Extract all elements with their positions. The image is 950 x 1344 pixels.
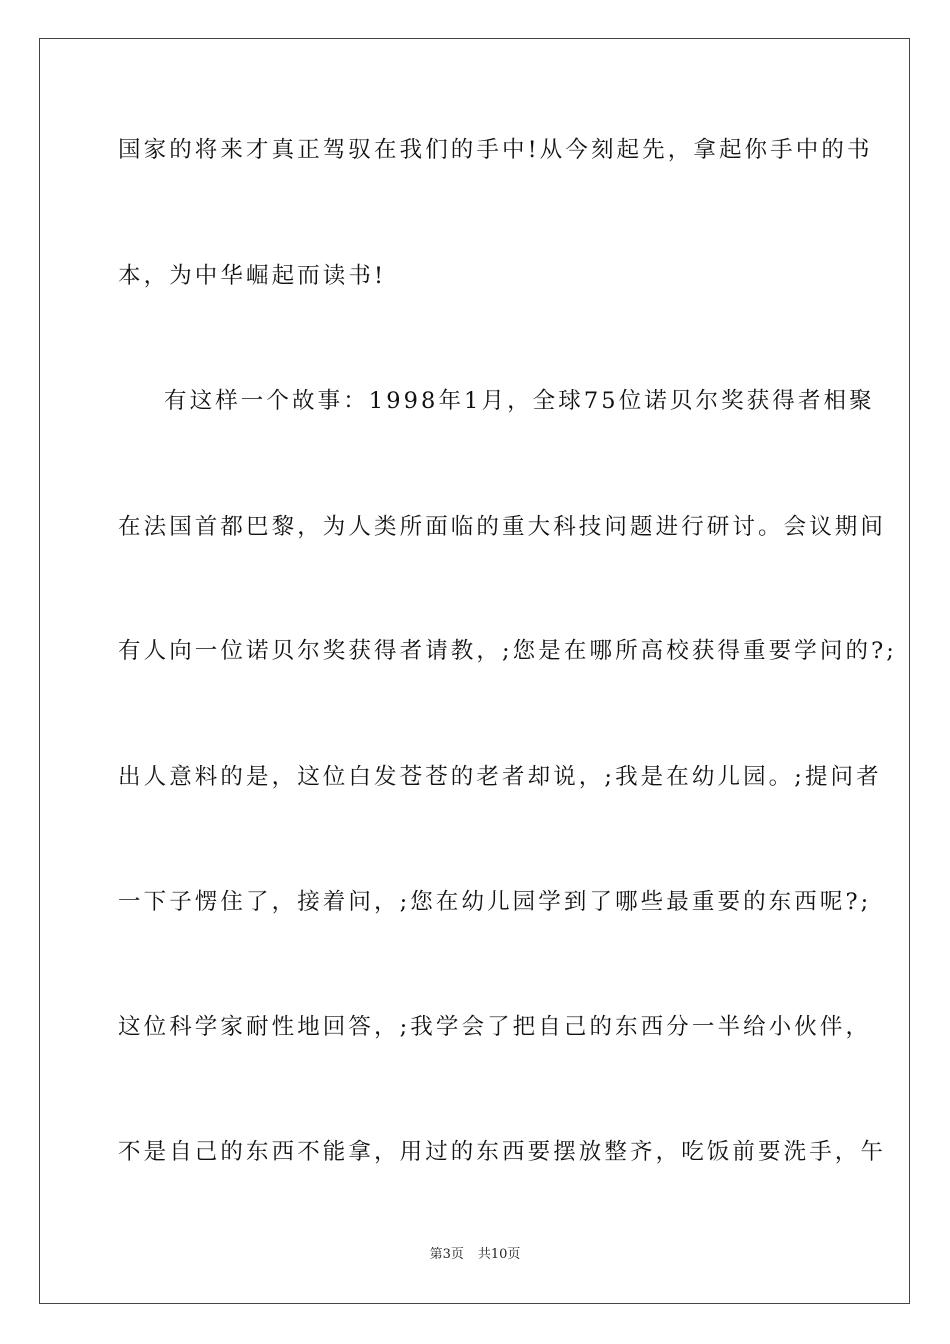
body-text-line: 有人向一位诺贝尔奖获得者请教，;您是在哪所高校获得重要学问的?; (118, 638, 897, 664)
body-text-line: 国家的将来才真正驾驭在我们的手中!从今刻起先，拿起你手中的书 (118, 137, 873, 163)
body-text-line: 本，为中华崛起而读书! (118, 263, 387, 289)
body-text-line: 不是自己的东西不能拿，用过的东西要摆放整齐，吃饭前要洗手，午 (118, 1139, 887, 1165)
body-text-line: 出人意料的是，这位白发苍苍的老者却说，;我是在幼儿园。;提问者 (118, 764, 882, 790)
body-text-line: 这位科学家耐性地回答，;我学会了把自己的东西分一半给小伙伴， (118, 1014, 872, 1040)
page-number: 第3页 (429, 1247, 464, 1262)
body-text-line: 一下子愣住了，接着问，;您在幼儿园学到了哪些最重要的东西呢?; (118, 889, 872, 915)
page-footer (0, 1246, 950, 1264)
page-total: 共10页 (477, 1247, 521, 1262)
body-text-line: 在法国首都巴黎，为人类所面临的重大科技问题进行研讨。会议期间 (118, 514, 887, 540)
paragraph-first-line: 有这样一个故事：1998年1月，全球75位诺贝尔奖获得者相聚 (164, 388, 875, 414)
page-border (39, 38, 910, 1304)
